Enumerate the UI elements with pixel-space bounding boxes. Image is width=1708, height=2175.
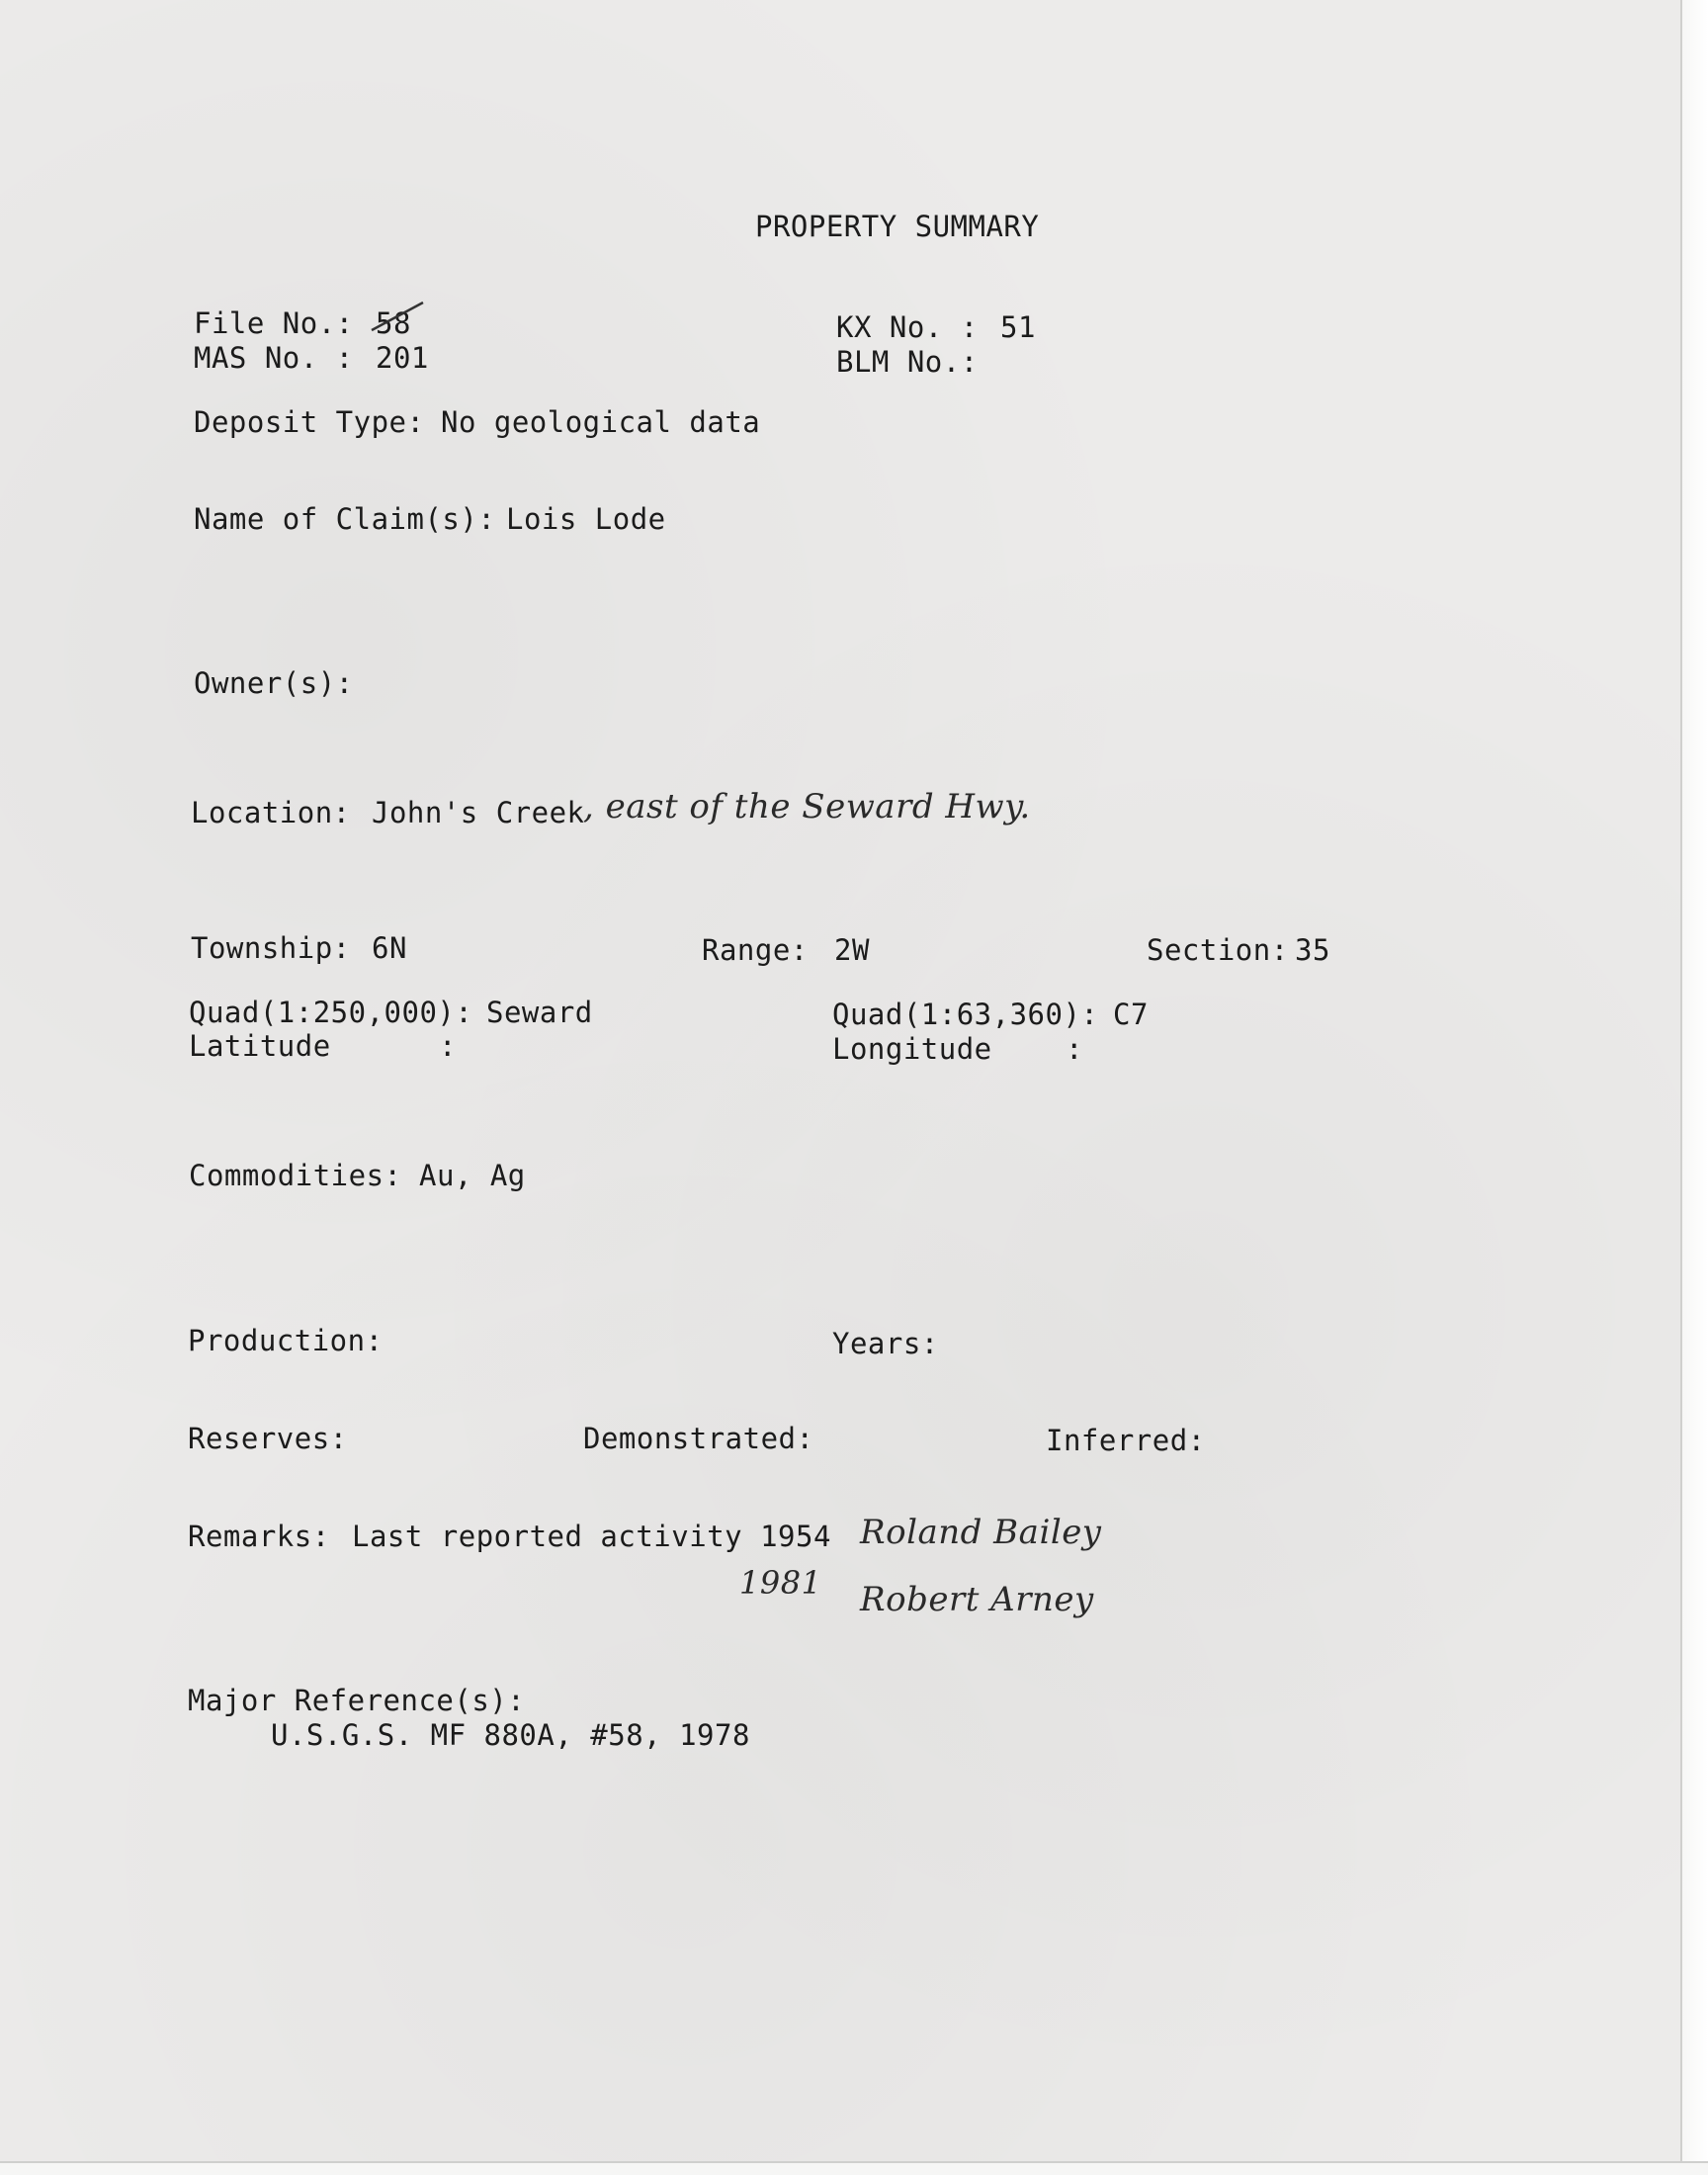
remarks-handwritten-name: Roland Bailey — [860, 1513, 1102, 1552]
inferred-label: Inferred: — [1046, 1424, 1206, 1457]
file-no-label: File No.: — [194, 306, 354, 340]
quad-63k-label: Quad(1:63,360): — [832, 998, 1099, 1031]
township-label: Township: — [191, 931, 351, 965]
section-label: Section: — [1147, 933, 1289, 967]
remarks-value: Last reported activity 1954 — [352, 1520, 831, 1553]
quad-63k-value: C7 — [1113, 998, 1149, 1031]
owners-label: Owner(s): — [194, 666, 354, 700]
location-value: John's Creek — [372, 796, 585, 829]
blm-no-label: BLM No.: — [836, 345, 979, 379]
commodities-label: Commodities: — [189, 1159, 402, 1192]
mas-no-value: 201 — [376, 341, 429, 375]
remarks-handwritten-name: Robert Arney — [860, 1580, 1094, 1619]
latitude-colon: : — [439, 1029, 457, 1063]
mas-no-label: MAS No. : — [194, 341, 354, 375]
reference-item: U.S.G.S. MF 880A, #58, 1978 — [271, 1718, 750, 1752]
deposit-type-value: No geological data — [441, 405, 761, 439]
deposit-type-label: Deposit Type: — [194, 405, 425, 439]
range-value: 2W — [834, 933, 870, 967]
quad-250k-label: Quad(1:250,000): — [189, 996, 473, 1029]
demonstrated-label: Demonstrated: — [583, 1422, 814, 1455]
longitude-label: Longitude — [832, 1032, 992, 1066]
years-label: Years: — [832, 1327, 939, 1360]
longitude-colon: : — [1066, 1032, 1083, 1066]
page-title: PROPERTY SUMMARY — [755, 210, 1040, 243]
production-label: Production: — [188, 1324, 384, 1357]
page-edge — [1680, 0, 1708, 2175]
remarks-label: Remarks: — [188, 1520, 330, 1553]
section-value: 35 — [1295, 933, 1330, 967]
page-edge-bottom — [0, 2161, 1708, 2175]
quad-250k-value: Seward — [486, 996, 593, 1029]
reserves-label: Reserves: — [188, 1422, 348, 1455]
claim-names-value: Lois Lode — [506, 502, 666, 536]
latitude-label: Latitude — [189, 1029, 331, 1063]
township-value: 6N — [372, 931, 407, 965]
claim-names-label: Name of Claim(s): — [194, 502, 496, 536]
commodities-value: Au, Ag — [419, 1159, 526, 1192]
location-handwritten-note: , east of the Seward Hwy. — [583, 787, 1031, 826]
kx-no-label: KX No. : — [836, 310, 979, 344]
strike-mark — [368, 297, 427, 336]
kx-no-value: 51 — [1000, 310, 1036, 344]
file-no-value: 58 — [376, 306, 411, 340]
remarks-handwritten-year: 1981 — [739, 1564, 822, 1602]
references-label: Major Reference(s): — [188, 1684, 526, 1717]
range-label: Range: — [702, 933, 809, 967]
location-label: Location: — [191, 796, 351, 829]
